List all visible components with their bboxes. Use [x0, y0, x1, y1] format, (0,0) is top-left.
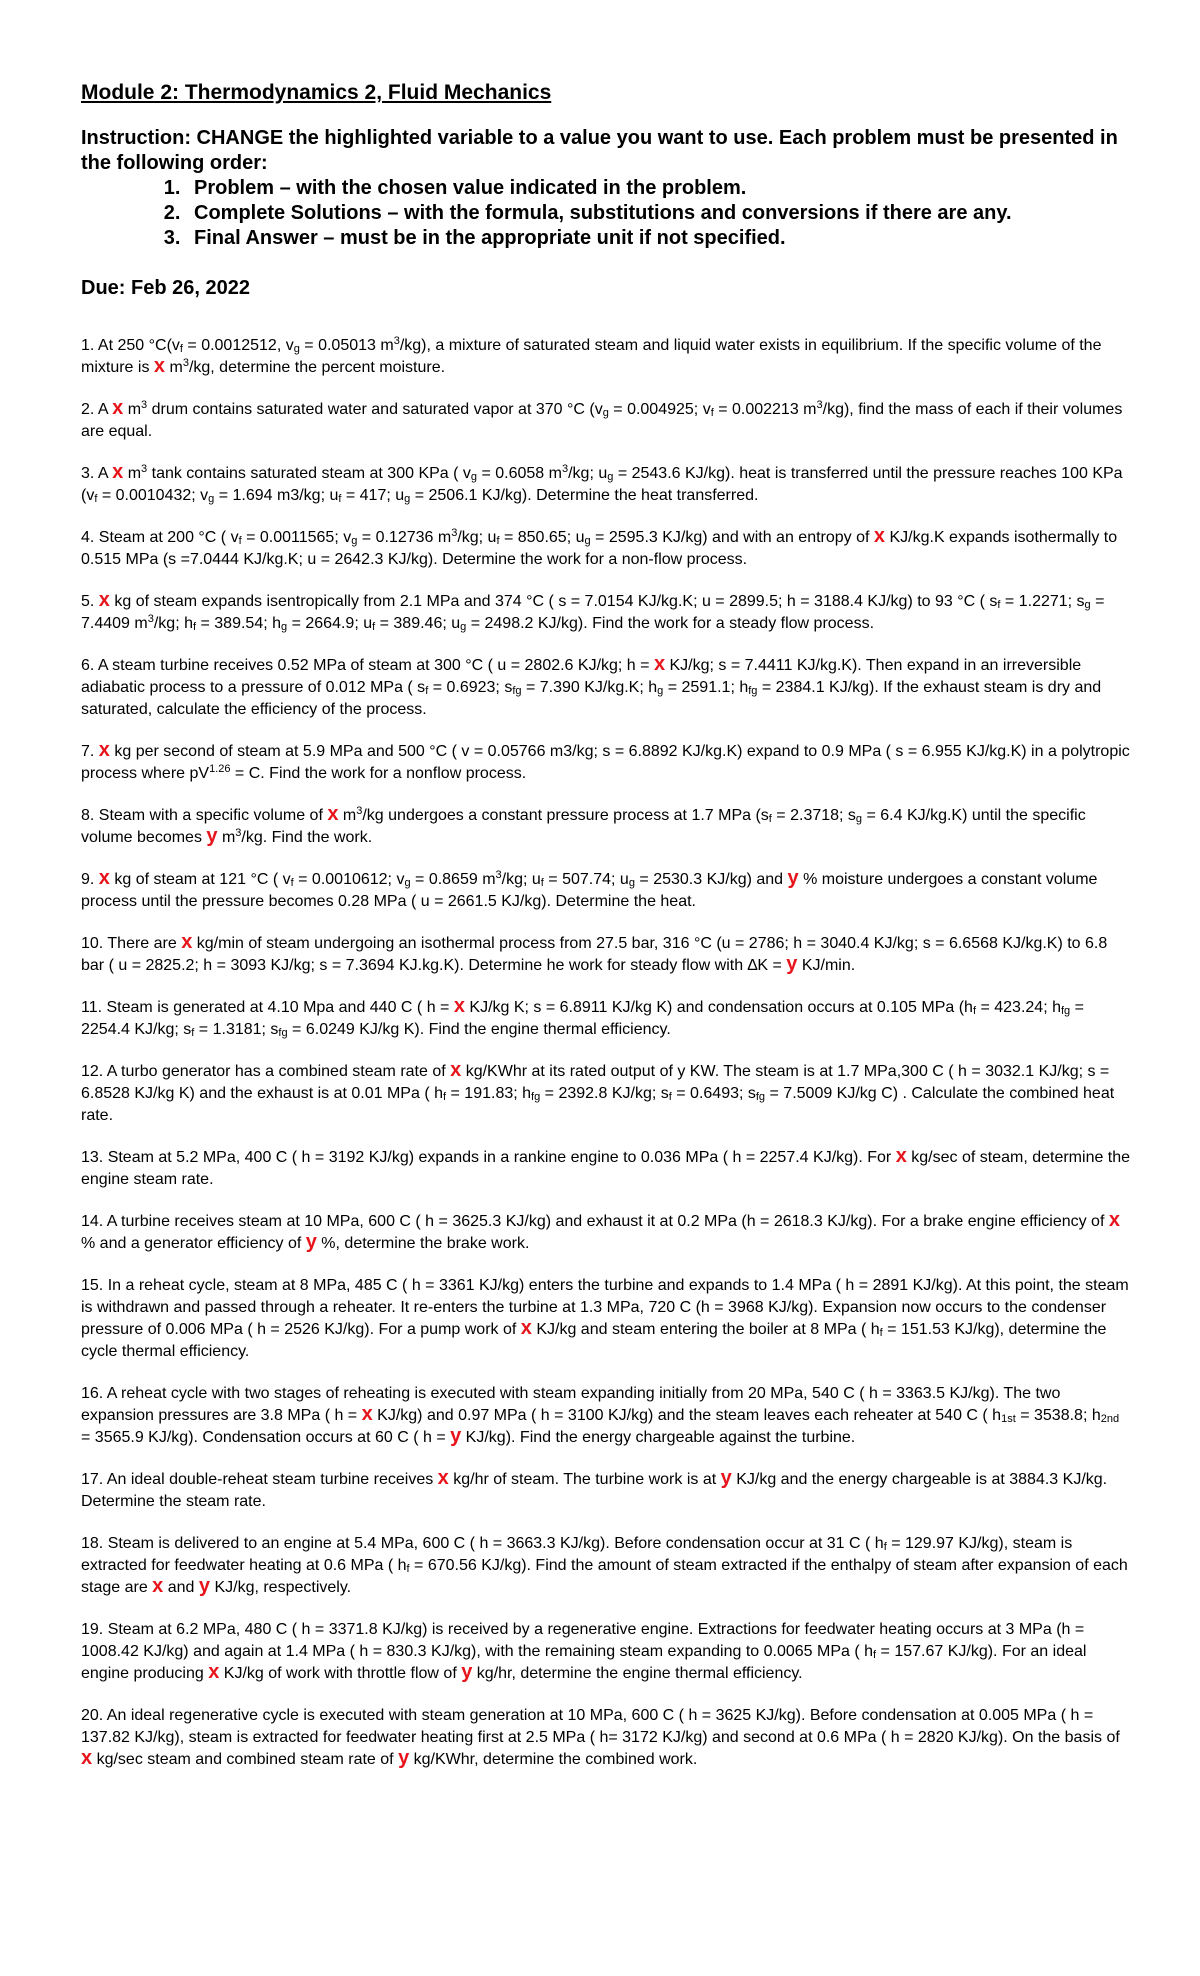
superscript: 3	[141, 399, 148, 411]
superscript: 3	[141, 463, 148, 475]
subscript: g	[628, 877, 635, 889]
highlighted-variable-x: x	[450, 1059, 462, 1081]
subscript: fg	[755, 1091, 766, 1103]
problem-2: 2. A x $m^3$ drum contains saturated water and saturated vapor at 370 °C ($v_g = 0.004925$; $v_f = 0.002213$ $m^3/kg$), find the mass of each if their volumes are equal.	[81, 397, 1123, 440]
subscript: g	[460, 621, 467, 633]
subscript: fg	[1060, 1005, 1071, 1017]
superscript: 3	[816, 399, 823, 411]
problem-11: 11. Steam is generated at 4.10 Mpa and 440 C ( h = x KJ/kg K; s = 6.8911 KJ/kg K) and condensation occurs at 0.105 MPa ($h_f = 423.24$; $h_{fg} = 2254.4$ KJ/kg; $s_f = 1.3181$; $s_{fg} = 6.0249$ KJ/kg K). Find the engine thermal efficiency.	[81, 995, 1084, 1039]
problem-9: 9. x kg of steam at 121 °C ( $v_f = 0.0010612$; $v_g = 0.8659$ $m^3/kg$; $u_f = 507.74$; $u_g = 2530.3$ KJ/kg) and y % moisture undergoes a constant volume process until the pressure becomes 0.28 MPa ( u = 2661.5 KJ/kg). Determine the heat.	[81, 867, 1098, 910]
problem-10: 10. There are x kg/min of steam undergoing an isothermal process from 27.5 bar, 316 °C (u = 2786; h = 3040.4 KJ/kg; s = 6.6568 KJ/kg.K) to 6.8 bar ( u = 2825.2; h = 3093 KJ/kg; s = 7.3694 KJ.kg.K). Determine he work for steady flow with ∆K = y KJ/min.	[81, 931, 1108, 975]
problem-5: 5. x kg of steam expands isentropically from 2.1 MPa and 374 °C ( s = 7.0154 KJ/kg.K; u = 2899.5; h = 3188.4 KJ/kg) to 93 °C ( $s_f = 1.2271$; $s_g = 7.4409$ $m^3/kg$; $h_f = 389.54$; $h_g = 2664.9$; $u_f = 389.46$; $u_g = 2498.2$ KJ/kg). Find the work for a steady flow process.	[81, 589, 1105, 633]
subscript: fg	[278, 1027, 288, 1039]
subscript: g	[1084, 599, 1091, 611]
highlighted-variable-y: y	[398, 1747, 410, 1769]
highlighted-variable-x: x	[1108, 1209, 1120, 1231]
subscript: g	[657, 685, 664, 697]
step-item: 3. Final Answer – must be in the appropriate unit if not specified.	[186, 226, 1131, 251]
problem-16: 16. A reheat cycle with two stages of reheating is executed with steam expanding initially from 20 MPa, 540 C ( h = 3363.5 KJ/kg). The two expansion pressures are 3.8 MPa ( h = x KJ/kg) and 0.97 MPa ( h = 3100 KJ/kg) and the steam leaves each reheater at 540 C ( $h_{1st} = 3538.8$; $h_{2nd} = 3565.9$ KJ/kg). Condensation occurs at 60 C ( h = y KJ/kg). Find the energy chargeable against the turbine.	[81, 1385, 1120, 1447]
superscript: 3	[182, 357, 189, 369]
highlighted-variable-x: x	[112, 461, 124, 483]
problem-12: 12. A turbo generator has a combined steam rate of x kg/KWhr at its rated output of y KW. The steam is at 1.7 MPa,300 C ( h = 3032.1 KJ/kg; s = 6.8528 KJ/kg K) and the exhaust is at 0.01 MPa ( $h_f = 191.83$; $h_{fg} = 2392.8$ KJ/kg; $s_f = 0.6493$; $s_{fg} = 7.5009$ KJ/kg C) . Calculate the combined heat rate.	[81, 1059, 1115, 1124]
subscript: f	[425, 685, 429, 697]
highlighted-variable-x: x	[520, 1317, 532, 1339]
subscript: g	[602, 407, 609, 419]
subscript: f	[879, 1327, 883, 1339]
subscript: g	[607, 471, 614, 483]
superscript: 3	[235, 827, 242, 839]
highlighted-variable-x: x	[895, 1145, 907, 1167]
subscript: f	[710, 407, 714, 419]
subscript: f	[443, 1091, 447, 1103]
subscript: g	[470, 471, 478, 483]
highlighted-variable-x: x	[98, 867, 110, 889]
highlighted-variable-x: x	[112, 397, 124, 419]
subscript: f	[972, 1005, 977, 1017]
subscript: f	[192, 621, 197, 633]
problem-list	[81, 335, 1131, 1771]
highlighted-variable-x: x	[152, 1575, 164, 1597]
highlighted-variable-x: x	[361, 1403, 373, 1425]
superscript: 3	[495, 869, 502, 881]
highlighted-variable-x: x	[81, 1747, 93, 1769]
page-title: Module 2: Thermodynamics 2, Fluid Mechanics	[81, 81, 552, 104]
subscript: 1st	[1001, 1413, 1016, 1425]
problem-20: 20. An ideal regenerative cycle is executed with steam generation at 10 MPa, 600 C ( h = 3625 KJ/kg). Before condensation at 0.005 MPa ( h = 137.82 KJ/kg), steam is extracted for feedwater heating first at 2.5 MPa ( h= 3172 KJ/kg) and second at 0.6 MPa ( h = 2820 KJ/kg). On the basis of x kg/sec steam and combined steam rate of y kg/KWhr, determine the combined work.	[81, 1707, 1120, 1769]
highlighted-variable-y: y	[198, 1575, 210, 1597]
highlighted-variable-x: x	[181, 931, 193, 953]
subscript: f	[768, 813, 772, 825]
subscript: g	[281, 621, 288, 633]
highlighted-variable-y: y	[720, 1467, 732, 1489]
superscript: 3	[393, 335, 400, 347]
document-page	[81, 80, 1131, 1791]
highlighted-variable-x: x	[873, 525, 886, 547]
subscript: f	[238, 535, 242, 547]
subscript: g	[208, 493, 215, 505]
subscript: f	[191, 1027, 195, 1039]
superscript: 3	[451, 527, 458, 539]
highlighted-variable-x: x	[98, 589, 110, 611]
subscript: g	[855, 813, 863, 825]
highlighted-variable-x: x	[453, 995, 465, 1017]
subscript: f	[997, 599, 1001, 611]
subscript: g	[293, 343, 300, 355]
highlighted-variable-x: x	[653, 653, 666, 675]
subscript: f	[540, 877, 544, 889]
subscript: g	[584, 535, 591, 547]
subscript: fg	[512, 685, 522, 697]
highlighted-variable-x: x	[98, 739, 110, 761]
highlighted-variable-x: x	[208, 1661, 220, 1683]
problem-14: 14. A turbine receives steam at 10 MPa, 600 C ( h = 3625.3 KJ/kg) and exhaust it at 0.2 MPa (h = 2618.3 KJ/kg). For a brake engine efficiency of x % and a generator efficiency of y %, determine the brake work.	[81, 1209, 1120, 1253]
problem-15: 15. In a reheat cycle, steam at 8 MPa, 485 C ( h = 3361 KJ/kg) enters the turbine and expands to 1.4 MPa ( h = 2891 KJ/kg). At this point, the steam is withdrawn and passed through a reheater. It re-enters the turbine at 1.3 MPa, 720 C (h = 3968 KJ/kg). Expansion now occurs to the condenser pressure of 0.006 MPa ( h = 2526 KJ/kg). For a pump work of x KJ/kg and steam entering the boiler at 8 MPa ( $h_f = 151.53$ KJ/kg), determine the cycle thermal efficiency.	[81, 1277, 1129, 1360]
subscript: g	[351, 535, 358, 547]
problem-17: 17. An ideal double-reheat steam turbine receives x kg/hr of steam. The turbine work is at y KJ/kg and the energy chargeable is at 3884.3 KJ/kg. Determine the steam rate.	[81, 1467, 1108, 1510]
highlighted-variable-y: y	[461, 1661, 473, 1683]
subscript: f	[496, 535, 500, 547]
step-item: 1. Problem – with the chosen value indicated in the problem.	[186, 176, 1131, 201]
highlighted-variable-y: y	[450, 1425, 462, 1447]
superscript: 3	[356, 805, 363, 817]
subscript: f	[94, 493, 98, 505]
instruction-steps	[81, 176, 1131, 251]
problem-3: 3. A x $m^3$ tank contains saturated steam at 300 KPa ( $v_g = 0.6058$ $m^3/kg$; $u_g = 2543.6$ KJ/kg). heat is transferred until the pressure reaches 100 KPa ($v_f = 0.0010432$; $v_g = 1.694$ m3/kg; $u_f = 417$; $u_g = 2506.1$ KJ/kg). Determine the heat transferred.	[81, 461, 1123, 505]
problem-13: 13. Steam at 5.2 MPa, 400 C ( h = 3192 KJ/kg) expands in a rankine engine to 0.036 MPa ( h = 2257.4 KJ/kg). For x kg/sec of steam, determine the engine steam rate.	[81, 1145, 1131, 1188]
superscript: 3	[561, 463, 569, 475]
subscript: f	[290, 877, 294, 889]
subscript: f	[406, 1563, 410, 1575]
highlighted-variable-x: x	[153, 355, 166, 377]
subscript: f	[883, 1541, 887, 1553]
subscript: f	[372, 621, 376, 633]
highlighted-variable-y: y	[206, 825, 218, 847]
subscript: f	[338, 493, 342, 505]
highlighted-variable-y: y	[787, 867, 799, 889]
highlighted-variable-y: y	[786, 953, 798, 975]
instruction-text: Instruction: CHANGE the highlighted variable to a value you want to use. Each problem must be presented in the following order:	[81, 127, 1118, 174]
problem-18: 18. Steam is delivered to an engine at 5.4 MPa, 600 C ( h = 3663.3 KJ/kg). Before condensation occur at 31 C ( $h_f = 129.97$ KJ/kg), steam is extracted for feedwater heating at 0.6 MPa ( $h_f = 670.56$ KJ/kg). Find the amount of steam extracted if the enthalpy of steam after expansion of each stage are x and y KJ/kg, respectively.	[81, 1535, 1128, 1597]
subscript: 2nd	[1100, 1413, 1120, 1425]
superscript: 3	[147, 613, 154, 625]
subscript: fg	[748, 685, 758, 697]
step-item: 2. Complete Solutions – with the formula, substitutions and conversions if there are any.	[186, 201, 1131, 226]
subscript: g	[404, 877, 411, 889]
highlighted-variable-y: y	[305, 1231, 317, 1253]
problem-7: 7. x kg per second of steam at 5.9 MPa and 500 °C ( v = 0.05766 m3/kg; s = 6.8892 KJ/kg.K) expand to 0.9 MPa ( s = 6.955 KJ/kg.K) in a polytropic process where $pV^{1.26} = C$. Find the work for a nonflow process.	[81, 739, 1130, 782]
problem-4: 4. Steam at 200 °C ( $v_f = 0.0011565$; $v_g = 0.12736$ $m^3/kg$; $u_f = 850.65$; $u_g = 2595.3$ KJ/kg) and with an entropy of x KJ/kg.K expands isothermally to 0.515 MPa (s =7.0444 KJ/kg.K; u = 2642.3 KJ/kg). Determine the work for a non-flow process.	[81, 525, 1118, 568]
problem-8: 8. Steam with a specific volume of x $m^3/kg$ undergoes a constant pressure process at 1.7 MPa ($s_f = 2.3718$; $s_g = 6.4$ KJ/kg.K) until the specific volume becomes y $m^3/kg$. Find the work.	[81, 803, 1086, 847]
problem-19: 19. Steam at 6.2 MPa, 480 C ( h = 3371.8 KJ/kg) is received by a regenerative engine. Extractions for feedwater heating occurs at 3 MPa (h = 1008.42 KJ/kg) and again at 1.4 MPa ( h = 830.3 KJ/kg), with the remaining steam expanding to 0.0065 MPa ( $h_f = 157.67$ KJ/kg). For an ideal engine producing x KJ/kg of work with throttle flow of y kg/hr, determine the engine thermal efficiency.	[81, 1621, 1087, 1683]
subscript: f	[873, 1649, 877, 1661]
highlighted-variable-x: x	[327, 803, 339, 825]
subscript: f	[668, 1091, 672, 1103]
problem-1: 1. At 250 $^\circ C(v_f = 0.0012512$, $v_g = 0.05013$ $m^3/kg$), a mixture of saturated steam and liquid water exists in equilibrium. If the specific volume of the mixture is x $m^3/kg$, determine the percent moisture.	[81, 335, 1102, 377]
due-date: Due: Feb 26, 2022	[81, 277, 250, 299]
subscript: g	[404, 493, 411, 505]
subscript: f	[179, 343, 183, 355]
subscript: fg	[531, 1091, 541, 1103]
problem-6: 6. A steam turbine receives 0.52 MPa of steam at 300 °C ( u = 2802.6 KJ/kg; h = x KJ/kg; s = 7.4411 KJ/kg.K). Then expand in an irreversible adiabatic process to a pressure of 0.012 MPa ( $s_f = 0.6923$; $s_{fg} = 7.390$ KJ/kg.K; $h_g = 2591.1$; $h_{fg} = 2384.1$ KJ/kg). If the exhaust steam is dry and saturated, calculate the efficiency of the process.	[81, 653, 1102, 718]
highlighted-variable-x: x	[437, 1467, 449, 1489]
superscript: 1.26	[209, 763, 231, 775]
